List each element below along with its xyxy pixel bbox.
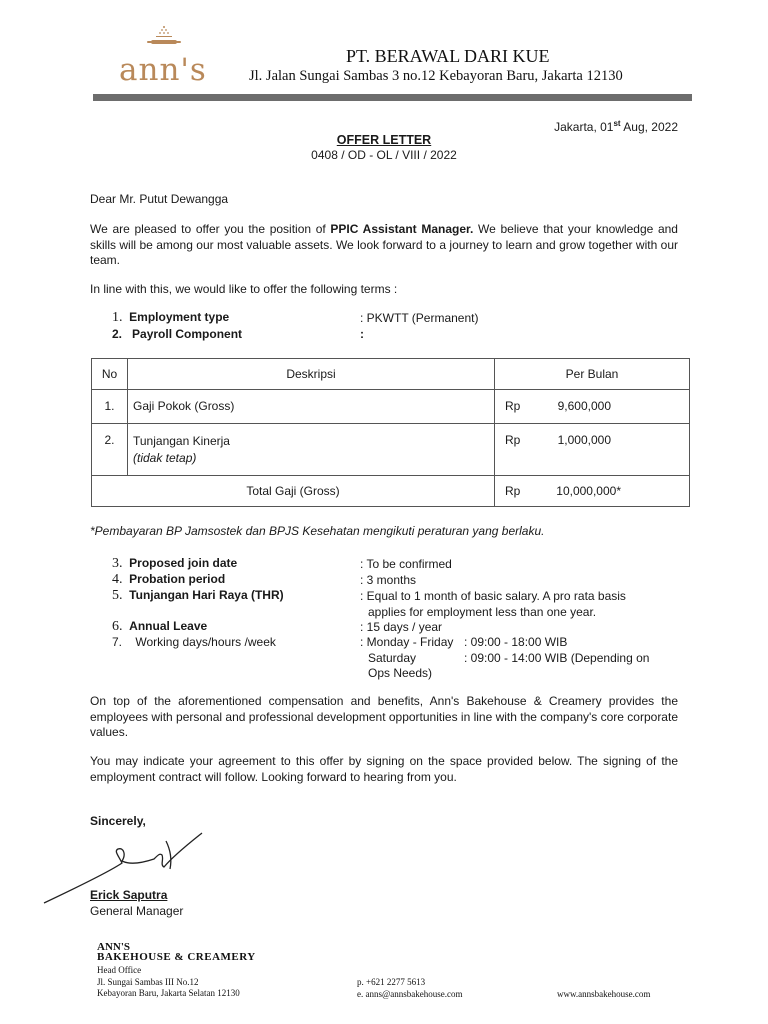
row-no: 1. [92,390,128,424]
benefits-paragraph: On top of the aforementioned compensation and benefits, Ann's Bakehouse & Creamery provides the employees with personal and professional development opportunities in line with the company's core corporate values. [90,694,678,739]
signatory-name: Erick Saputra [90,888,168,902]
footer-phone: p. +621 2277 5613 [357,977,426,987]
table-total-row [92,476,690,507]
term-payroll-component: 2. Payroll Component [112,327,243,341]
company-address: Jl. Jalan Sungai Sambas 3 no.12 Kebayoran Baru, Jakarta 12130 [249,68,623,84]
row-amount: Rp 9,600,000 [495,390,690,424]
footnote: *Pembayaran BP Jamsostek dan BPJS Kesehatan mengikuti peraturan yang berlaku. [90,524,545,538]
footer-email: e. anns@annsbakehouse.com [357,988,463,999]
row-description: Gaji Pokok (Gross) [128,390,495,424]
term-probation: 4. Probation period [112,572,226,587]
total-amount: Rp 10,000,000* [495,476,690,507]
row-description: Tunjangan Kinerja (tidak tetap) [128,424,495,476]
document-title: OFFER LETTER [336,133,432,147]
term-annual-leave: 6. Annual Leave [112,619,208,634]
term-employment-type: 1. Employment type [112,310,230,325]
term-join-date-value: : To be confirmed [360,557,452,571]
agreement-paragraph: You may indicate your agreement to this offer by signing on the space provided below. The signing of the employment contract will follow. Looking forward to hearing from you. [90,754,678,784]
reference-number: 0408 / OD - OL / VIII / 2022 [311,148,457,162]
term-working-days: 7. Working days/hours /week [112,635,276,649]
row-currency: Rp [505,433,521,447]
term-join-date: 3. Proposed join date [112,556,238,571]
intro-paragraph: We are pleased to offer you the position of PPIC Assistant Manager. We believe that your knowledge and skills will be among our most valuable assets. We look forward to a journey to learn and grow together with our team. [90,222,678,267]
footer-contact [357,977,463,1000]
header-no: No [92,359,128,390]
term-payroll-component-value: : [360,327,364,341]
total-label: Total Gaji (Gross) [92,476,495,507]
letter-date: Jakarta, 01st Aug, 2022 [554,119,678,134]
footer-brand: ANN'S BAKEHOUSE & CREAMERY [97,941,256,963]
table-row [92,390,690,424]
header-per-month: Per Bulan [495,359,690,390]
company-name: PT. BERAWAL DARI KUE [346,46,550,66]
term-annual-leave-value: : 15 days / year [360,620,443,634]
row-currency: Rp [505,399,521,413]
footer-website: www.annsbakehouse.com [557,989,651,999]
company-logo: ann's [119,52,207,88]
salutation: Dear Mr. Putut Dewangga [90,192,229,206]
table-header-row [92,359,690,390]
payroll-table [91,358,690,507]
logo-crown-icon [147,24,181,52]
signatory-title: General Manager [90,904,184,918]
footer-address: Head Office Jl. Sungai Sambas III No.12 Kebayoran Baru, Jakarta Selatan 12130 [97,965,240,998]
closing: Sincerely, [90,814,146,828]
term-thr-value: : Equal to 1 month of basic salary. A pro rata basis applies for employment less than one year. [360,589,626,619]
row-amount: Rp 1,000,000 [495,424,690,476]
row-no: 2. [92,424,128,476]
terms-intro: In line with this, we would like to offer the following terms : [90,282,398,296]
header-description: Deskripsi [128,359,495,390]
header-divider [93,94,692,101]
term-thr: 5. Tunjangan Hari Raya (THR) [112,588,284,603]
row-note: (tidak tetap) [133,451,197,465]
table-row [92,424,690,476]
term-probation-value: : 3 months [360,573,417,587]
term-working-days-value: : Monday - Friday : 09:00 - 18:00 WIB Saturday : 09:00 - 14:00 WIB (Depending on Ops Needs) [360,635,650,680]
term-employment-type-value: : PKWTT (Permanent) [360,311,479,325]
